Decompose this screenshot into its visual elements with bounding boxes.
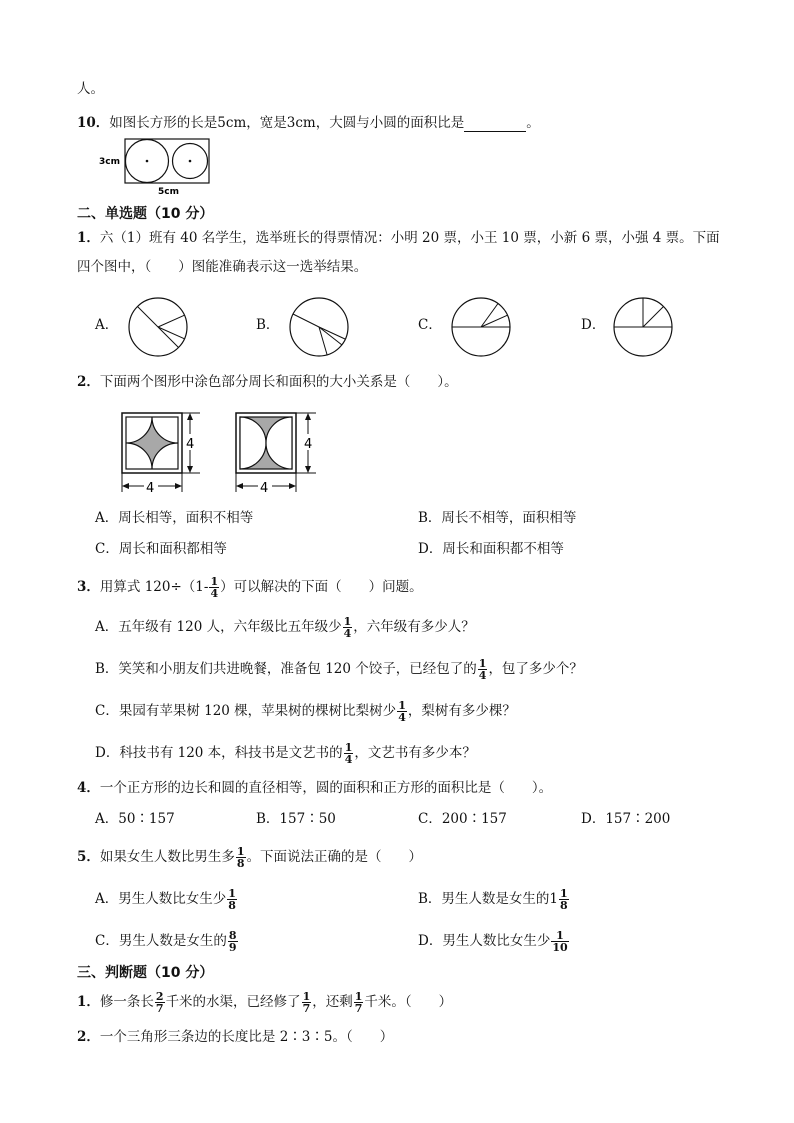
question-text: 如图长方形的长是5cm，宽是3cm，大圆与小圆的面积比是 bbox=[109, 115, 465, 131]
q2-option-c[interactable]: C．周长和面积都相等 bbox=[95, 541, 227, 557]
q5-option-d[interactable]: D．男生人数比女生少 $\frac{1}{10}$ bbox=[418, 929, 568, 954]
q5-option-c[interactable]: C．男生人数是女生的 $\frac{8}{9}$ bbox=[95, 929, 237, 954]
question-1-line1: 1．六（1）班有 40 名学生，选举班长的得票情况：小明 20 票，小王 10 票，小新 6 票，小强 4 票。下面 bbox=[77, 230, 720, 246]
q5-option-b[interactable]: B．男生人数是女生的1 $\frac{1}{8}$ bbox=[418, 887, 568, 912]
shaded-figure-1 bbox=[118, 408, 206, 494]
shaded-figure-2 bbox=[232, 408, 324, 494]
pie-option-d[interactable] bbox=[611, 295, 675, 359]
q3-option-d[interactable]: D．科技书有 120 本，科技书是文艺书的 $\frac{1}{4}$ ，文艺书有多少本？ bbox=[95, 741, 476, 766]
svg-text:4: 4 bbox=[260, 481, 269, 494]
section-title-single-choice: 二、单选题（10 分） bbox=[77, 206, 214, 222]
option-d-label: D． bbox=[581, 317, 606, 333]
q5-option-a[interactable]: A．男生人数比女生少 $\frac{1}{8}$ bbox=[95, 887, 236, 912]
q2-option-a[interactable]: A．周长相等，面积不相等 bbox=[95, 510, 254, 526]
q4-option-c[interactable]: C．200∶157 bbox=[418, 811, 507, 827]
question-3: 3．用算式 120÷（1- $\frac{1}{4}$ ）可以解决的下面（ ）问题。 bbox=[77, 575, 423, 600]
judge-question-2: 2．一个三角形三条边的长度比是 2∶3∶5。（ ） bbox=[77, 1029, 394, 1045]
rectangle-circles-figure bbox=[98, 137, 216, 195]
option-b-label: B． bbox=[256, 317, 280, 333]
svg-text:4: 4 bbox=[146, 481, 155, 494]
q4-option-d[interactable]: D．157∶200 bbox=[581, 811, 671, 827]
fraction-one-quarter: $\frac{1}{4}$ bbox=[210, 575, 219, 600]
option-a-label: A． bbox=[95, 317, 119, 333]
question-1-line2: 四个图中，（ ）图能准确表示这一选举结果。 bbox=[77, 259, 368, 275]
q2-option-b[interactable]: B．周长不相等，面积相等 bbox=[418, 510, 577, 526]
q4-option-a[interactable]: A．50∶157 bbox=[95, 811, 175, 827]
q3-option-b[interactable]: B．笑笑和小朋友们共进晚餐，准备包 120 个饺子，已经包了的 $\frac{1}{4}$ ，包了多少个？ bbox=[95, 657, 583, 682]
question-number: 10． bbox=[77, 115, 110, 131]
question-4: 4．一个正方形的边长和圆的直径相等，圆的面积和正方形的面积比是（ ）。 bbox=[77, 780, 553, 796]
question-10: 10．如图长方形的长是5cm，宽是3cm，大圆与小圆的面积比是 。 bbox=[77, 115, 540, 131]
question-2: 2．下面两个图形中涂色部分周长和面积的大小关系是（ ）。 bbox=[77, 374, 458, 390]
length-label: 5cm bbox=[158, 187, 179, 195]
judge-question-1: 1．修一条长 $\frac{2}{7}$ 千米的水渠，已经修了 $\frac{1}{7}$ ，还剩 $\frac{1}{7}$ 千米。（ ） bbox=[77, 990, 453, 1015]
q2-option-d[interactable]: D．周长和面积都不相等 bbox=[418, 541, 564, 557]
small-circle-center bbox=[189, 160, 192, 163]
pie-option-c[interactable] bbox=[449, 295, 513, 359]
continued-text: 人。 bbox=[77, 81, 104, 97]
svg-text:4: 4 bbox=[186, 437, 195, 452]
answer-blank[interactable] bbox=[464, 117, 526, 132]
svg-text:4: 4 bbox=[304, 437, 313, 452]
question-5: 5．如果女生人数比男生多 $\frac{1}{8}$ 。下面说法正确的是（ ） bbox=[77, 845, 423, 870]
width-label: 3cm bbox=[99, 157, 120, 167]
q3-option-a[interactable]: A．五年级有 120 人，六年级比五年级少 $\frac{1}{4}$ ，六年级有多少人？ bbox=[95, 615, 475, 640]
rectangle bbox=[125, 139, 209, 183]
large-circle-center bbox=[146, 160, 149, 163]
option-c-label: C． bbox=[418, 317, 442, 333]
q3-option-c[interactable]: C．果园有苹果树 120 棵，苹果树的棵树比梨树少 $\frac{1}{4}$ ，梨树有多少棵？ bbox=[95, 699, 516, 724]
pie-option-b[interactable] bbox=[287, 295, 351, 359]
section-title-true-false: 三、判断题（10 分） bbox=[77, 965, 214, 981]
pie-option-a[interactable] bbox=[126, 295, 190, 359]
q4-option-b[interactable]: B．157∶50 bbox=[256, 811, 336, 827]
